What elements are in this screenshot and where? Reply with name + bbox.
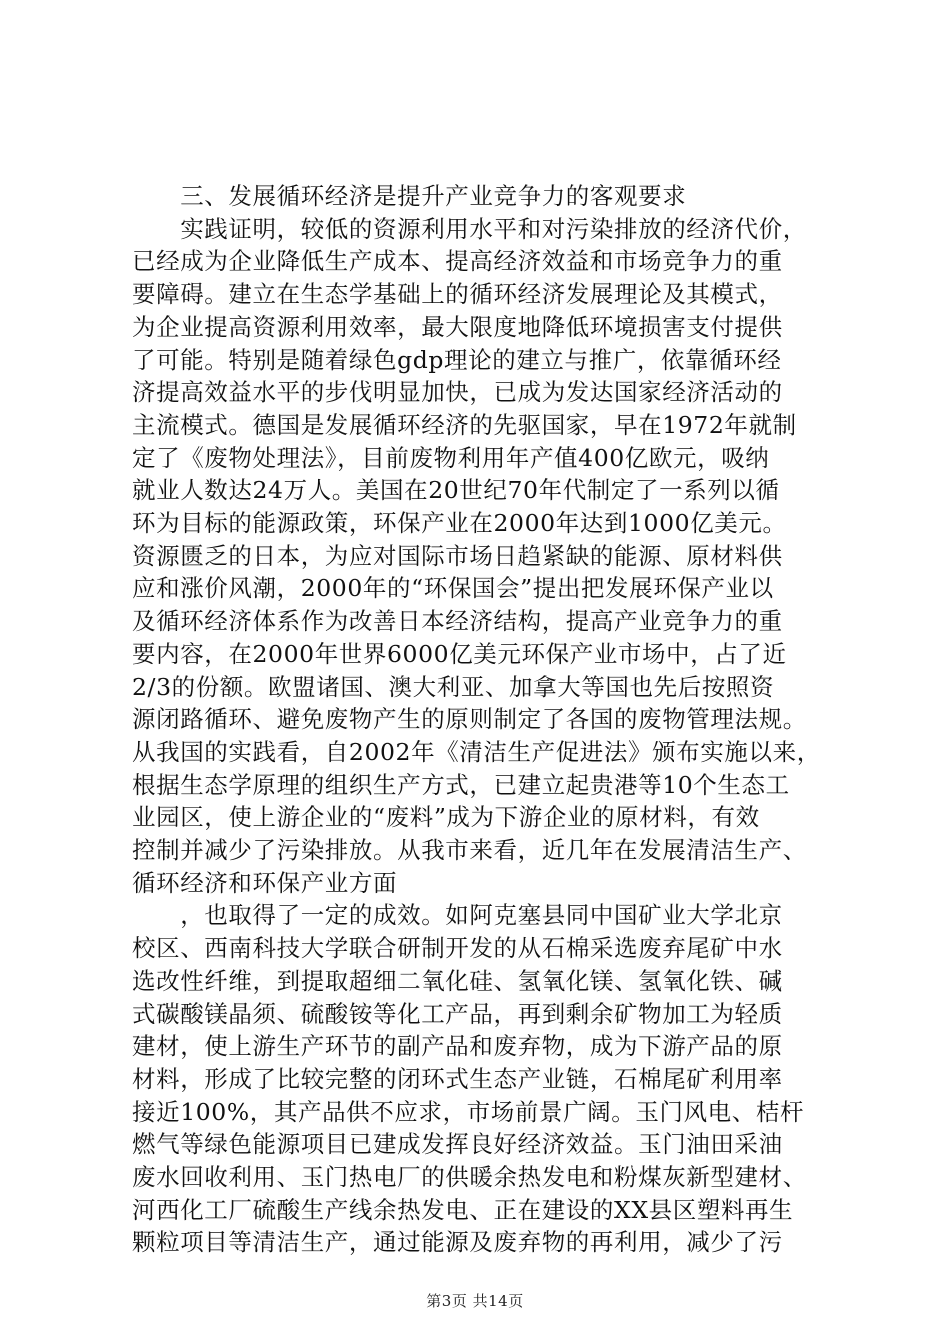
text-line: 要障碍。建立在生态学基础上的循环经济发展理论及其模式， [132,280,783,309]
text-line: 已经成为企业降低生产成本、提高经济效益和市场竞争力的重 [132,247,783,276]
text-line: 材料，形成了比较完整的闭环式生态产业链，石棉尾矿利用率 [132,1064,783,1093]
text-line: 及循环经济体系作为改善日本经济结构，提高产业竞争力的重 [132,607,783,636]
text-line: 2/3的份额。欧盟诸国、澳大利亚、加拿大等国也先后按照资 [132,672,775,701]
text-line: 环为目标的能源政策，环保产业在2000年达到1000亿美元。 [132,509,787,537]
text-line: 主流模式。德国是发展循环经济的先驱国家，早在1972年就制 [132,410,797,439]
text-line: 废水回收利用、玉门热电厂的供暖余热发电和粉煤灰新型建材、 [132,1163,807,1191]
text-line: 接近100%，其产品供不应求，市场前景广阔。玉门风电、桔杆 [132,1097,805,1126]
text-line: ，也取得了一定的成效。如阿克塞县同中国矿业大学北京 [132,901,783,930]
text-line: 源闭路循环、避免废物产生的原则制定了各国的废物管理法规。 [132,705,807,734]
text-line: 就业人数达24万人。美国在20世纪70年代制定了一系列以循 [132,476,780,505]
text-line: 要内容，在2000年世界6000亿美元环保产业市场中，占了近 [132,639,787,668]
text-line: 业园区，使上游企业的“废料”成为下游企业的原材料，有效 [132,803,760,832]
text-line: 资源匮乏的日本，为应对国际市场日趋紧缺的能源、原材料供 [132,541,783,570]
text-line: 颗粒项目等清洁生产，通过能源及废弃物的再利用，减少了污 [132,1228,783,1257]
text-line: 校区、西南科技大学联合研制开发的从石棉采选废弃尾矿中水 [132,934,783,963]
text-line: 建材，使上游生产环节的副产品和废弃物，成为下游产品的原 [132,1032,783,1061]
text-line: 根据生态学原理的组织生产方式，已建立起贵港等10个生态工 [132,770,790,799]
page-footer: 第3页 共14页 [426,1292,524,1310]
text-line: 从我国的实践看，自2002年《清洁生产促进法》颁布实施以来， [132,737,821,766]
text-line: 为企业提高资源利用效率，最大限度地降低环境损害支付提供 [132,312,783,341]
text-line: 控制并减少了污染排放。从我市来看，近几年在发展清洁生产、 [132,836,807,864]
text-line: 济提高效益水平的步伐明显加快，已成为发达国家经济活动的 [132,378,783,407]
text-line: 式碳酸镁晶须、硫酸铵等化工产品，再到剩余矿物加工为轻质 [132,999,783,1028]
text-line: 选改性纤维，到提取超细二氧化硅、氢氧化镁、氢氧化铁、碱 [132,966,783,995]
text-line: 实践证明，较低的资源利用水平和对污染排放的经济代价， [132,214,807,243]
text-line: 河西化工厂硫酸生产线余热发电、正在建设的XX县区塑料再生 [132,1195,794,1224]
text-line: 三、发展循环经济是提升产业竞争力的客观要求 [132,182,687,210]
text-line: 燃气等绿色能源项目已建成发挥良好经济效益。玉门油田采油 [132,1130,783,1159]
text-line: 循环经济和环保产业方面 [132,868,398,897]
text-line: 定了《废物处理法》，目前废物利用年产值400亿欧元，吸纳 [132,443,770,472]
text-line: 了可能。特别是随着绿色gdp理论的建立与推广，依靠循环经 [132,345,782,374]
text-line: 应和涨价风潮，2000年的“环保国会”提出把发展环保产业以 [132,574,774,603]
